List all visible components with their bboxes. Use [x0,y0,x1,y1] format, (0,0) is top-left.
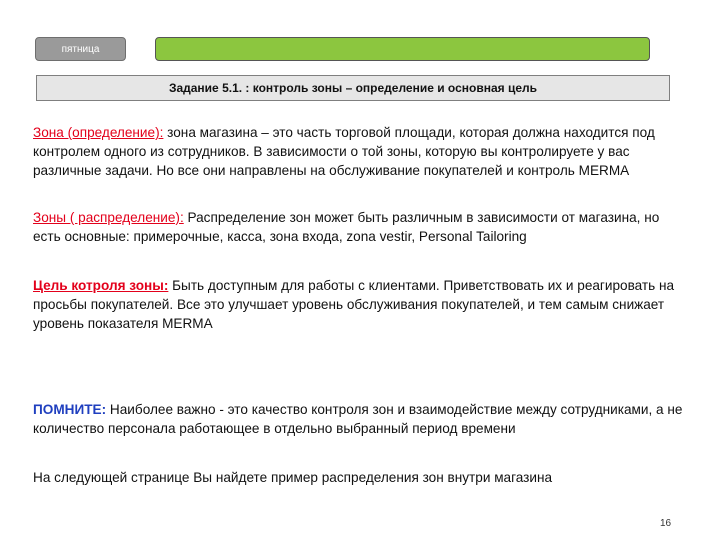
section-text: зона магазина – это часть торговой площади, которая должна находится под контролем одного из сотрудников. В зависимости о той зоны, которую вы контролируете у вас различные задачи. Но все они направлены на обслуживание покупателей и контроль MERMA [33,125,655,178]
header-accent-bar [155,37,650,61]
section-label: Зона (определение): [33,125,164,140]
reminder-label: ПОМНИТЕ: [33,402,107,417]
page-title: Задание 5.1. : контроль зоны – определение и основная цель [36,75,670,101]
section-label: Цель котроля зоны: [33,278,169,293]
next-page-note: На следующей странице Вы найдете пример распределения зон внутри магазина [33,470,553,485]
section-zone-distribution [33,208,683,246]
section-zone-goal [33,276,683,333]
section-zone-definition [33,123,683,180]
section-label: Зоны ( распределение): [33,210,184,225]
page-number: 16 [660,518,672,529]
section-text: Распределение зон может быть различным в зависимости от магазина, но есть основные: примерочные, касса, зона входа, zona vestir, Personal Tailoring [33,210,660,244]
day-tab: пятница [35,37,126,61]
section-text: Быть доступным для работы с клиентами. Приветствовать их и реагировать на просьбы покупателей. Все это улучшает уровень обслуживания покупателей, и тем самым снижает уровень показателя MERMA [33,278,675,331]
reminder-text: Наиболее важно - это качество контроля зон и взаимодействие между сотрудниками, а не количество персонала работающее в отдельно выбранный период времени [33,402,683,436]
reminder [33,400,683,438]
